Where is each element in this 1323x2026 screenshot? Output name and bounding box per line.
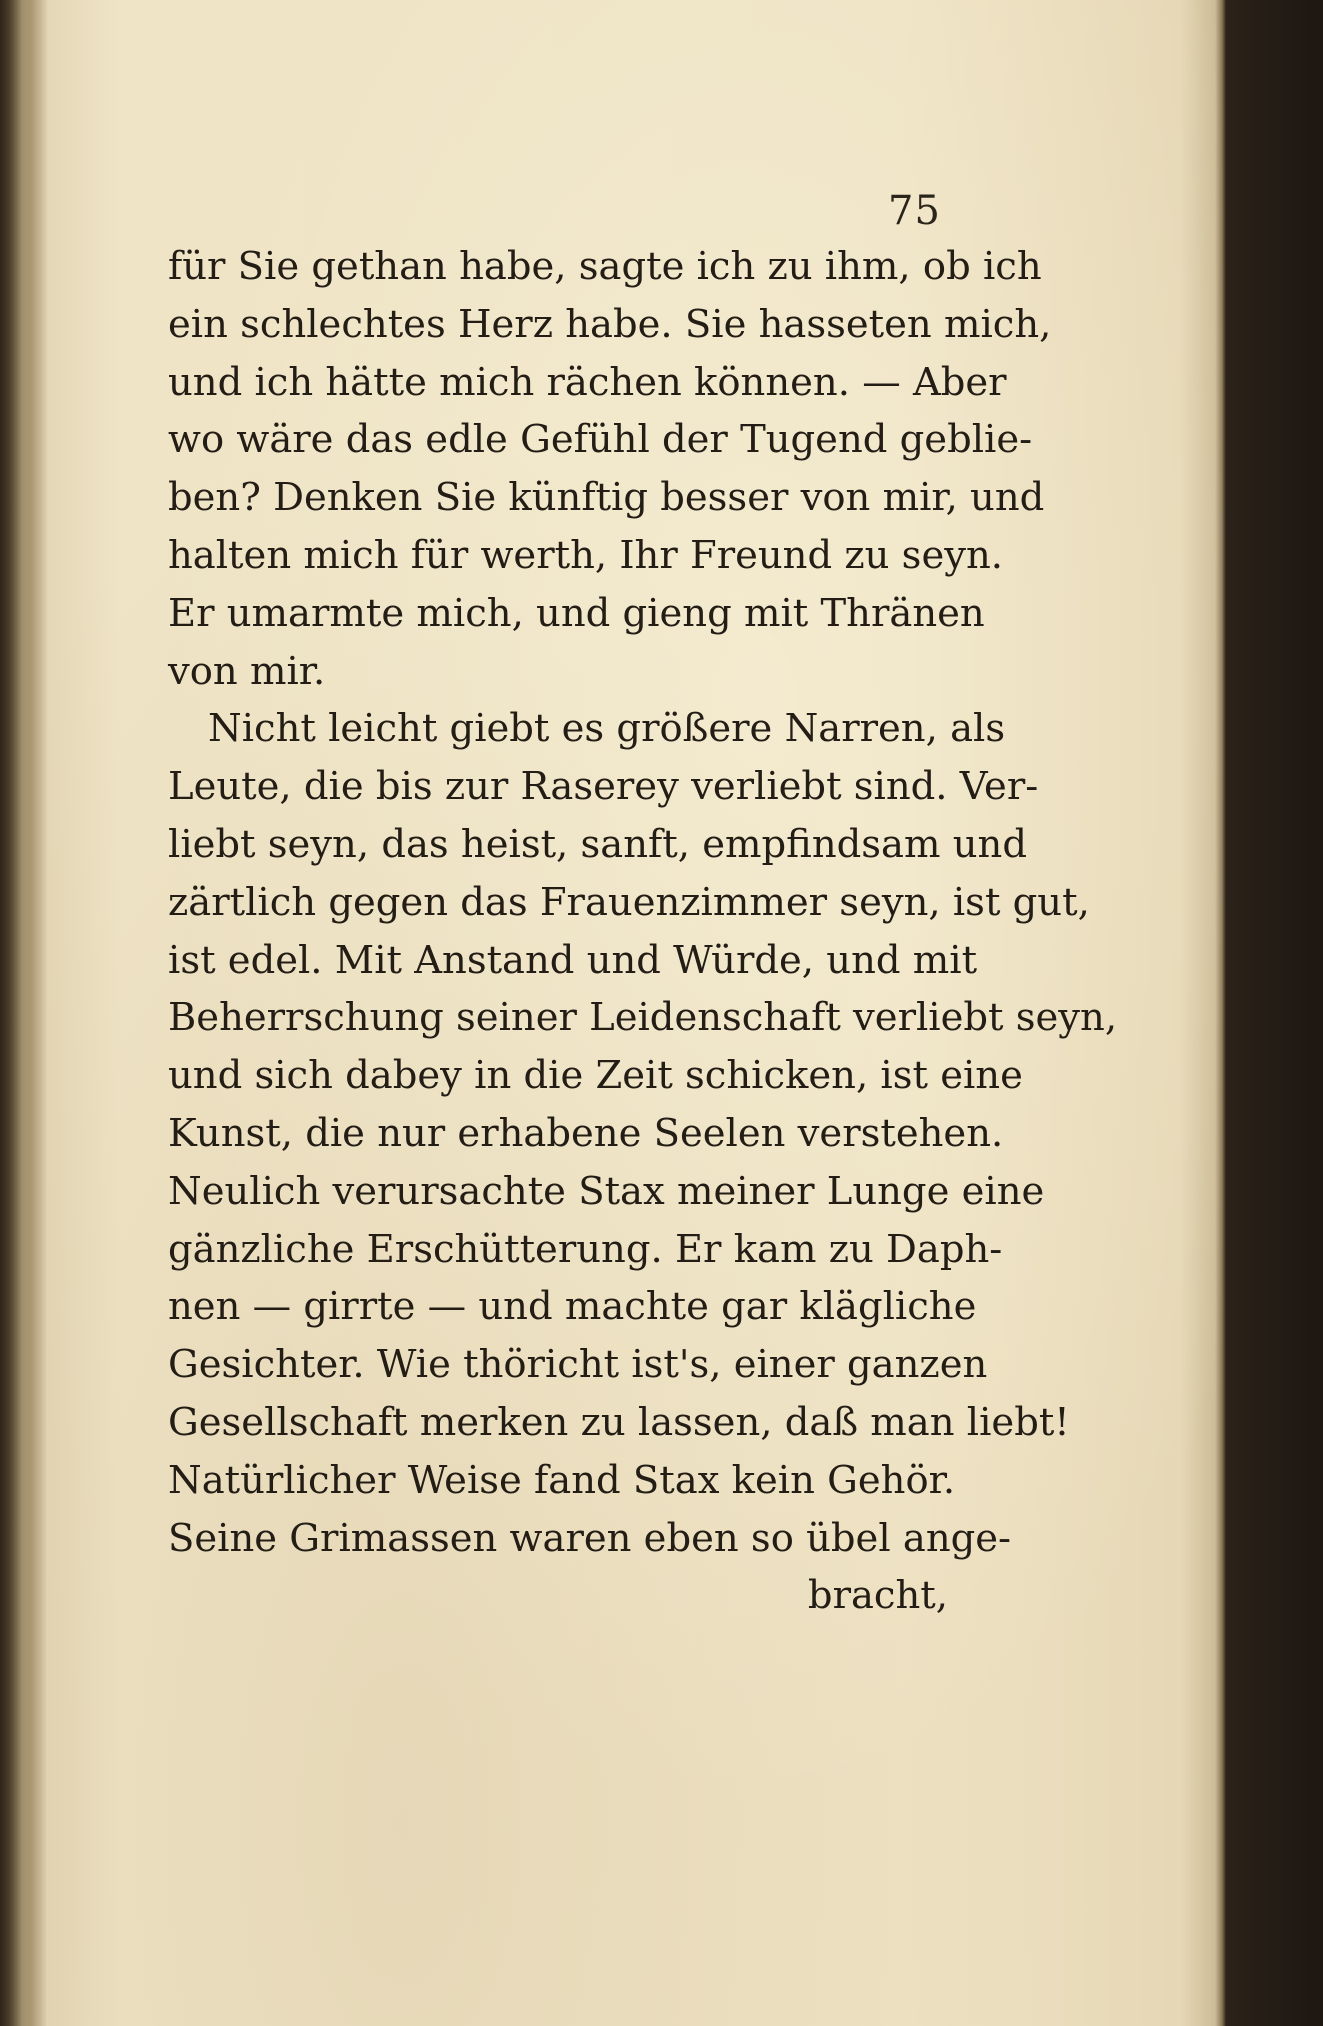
text-line: nen — girrte — und machte gar klägliche xyxy=(168,1284,977,1330)
catchword: bracht, xyxy=(807,1573,948,1619)
text-line: gänzliche Erschütterung. Er kam zu Daph- xyxy=(168,1226,1003,1272)
text-line: und ich hätte mich rächen können. — Aber xyxy=(168,359,1007,405)
text-line: ben? Denken Sie künftig besser von mir, und xyxy=(168,475,1045,521)
paragraph-1 xyxy=(168,238,1052,700)
book-page xyxy=(48,0,1223,2026)
text-line: Seine Grimassen waren eben so übel ange- xyxy=(168,1515,1012,1561)
paragraph-2 xyxy=(168,700,1118,1567)
text-line: Natürlicher Weise fand Stax kein Gehör. xyxy=(168,1457,956,1503)
text-line: ein schlechtes Herz habe. Sie hasseten mich, xyxy=(168,301,1052,347)
text-line: wo wäre das edle Gefühl der Tugend geblie- xyxy=(168,417,1033,463)
text-line: und sich dabey in die Zeit schicken, ist eine xyxy=(168,1053,1023,1099)
body-text xyxy=(168,238,1118,1625)
text-line: für Sie gethan habe, sagte ich zu ihm, ob ich xyxy=(168,244,1042,289)
text-line: ist edel. Mit Anstand und Würde, und mit xyxy=(168,937,978,983)
text-line: Leute, die bis zur Raserey verliebt sind. Ver- xyxy=(168,764,1039,810)
text-line: Nicht leicht giebt es größere Narren, als xyxy=(208,706,1006,752)
page-number: 75 xyxy=(888,188,941,234)
text-line: halten mich für werth, Ihr Freund zu seyn. xyxy=(168,532,1004,578)
text-line: Beherrschung seiner Leidenschaft verliebt seyn, xyxy=(168,995,1118,1041)
text-line: Kunst, die nur erhabene Seelen verstehen. xyxy=(168,1110,1004,1156)
text-line: Neulich verursachte Stax meiner Lunge eine xyxy=(168,1168,1045,1214)
text-line: liebt seyn, das heist, sanft, empfindsam und xyxy=(168,821,1027,867)
book-gutter xyxy=(0,0,48,2026)
text-line: Gesichter. Wie thöricht ist's, einer ganzen xyxy=(168,1342,988,1388)
text-line: von mir. xyxy=(168,648,326,694)
text-line: Gesellschaft merken zu lassen, daß man liebt! xyxy=(168,1399,1070,1445)
text-line: zärtlich gegen das Frauenzimmer seyn, ist gut, xyxy=(168,879,1090,925)
text-line: Er umarmte mich, und gieng mit Thränen xyxy=(168,590,985,636)
